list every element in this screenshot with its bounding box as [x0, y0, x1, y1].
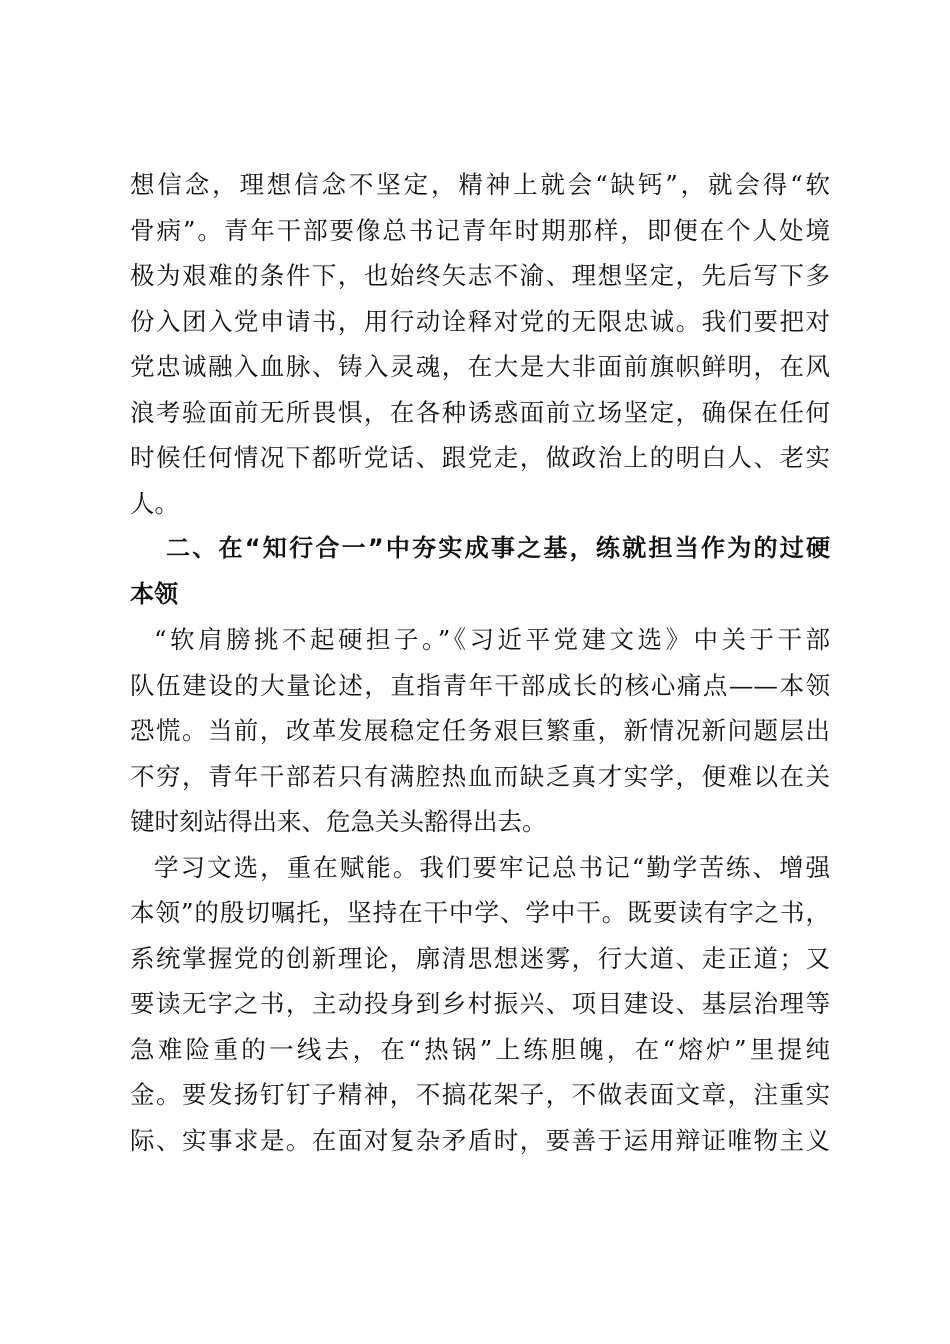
paragraph-2-line: 恐慌。当前，改革发展稳定任务艰巨繁重，新情况新问题层出	[130, 716, 830, 745]
document-body	[130, 162, 830, 1163]
paragraph-1-line: 份入团入党申请书，用行动诠释对党的无限忠诚。我们要把对	[130, 306, 830, 336]
paragraph-1-line: 党忠诚融入血脉、铸入灵魂，在大是大非面前旗帜鲜明，在风	[130, 352, 830, 381]
paragraph-2-line: 队伍建设的大量论述，直指青年干部成长的核心痛点——本领	[130, 670, 830, 700]
paragraph-3-line: 际、实事求是。在面对复杂矛盾时，要善于运用辩证唯物主义	[130, 1125, 830, 1155]
paragraph-2-line: 不穷，青年干部若只有满腔热血而缺乏真才实学，便难以在关	[130, 761, 830, 791]
paragraph-1-line: 极为艰难的条件下，也始终矢志不渝、理想坚定，先后写下多	[130, 261, 830, 290]
paragraph-1-line: 想信念，理想信念不坚定，精神上就会“缺钙”，就会得“软	[130, 170, 830, 199]
paragraph-3-line: 学习文选，重在赋能。我们要牢记总书记“勤学苦练、增强	[154, 852, 830, 882]
paragraph-3-line: 急难险重的一线去，在“热锅”上练胆魄，在“熔炉”里提纯	[130, 1034, 830, 1064]
paragraph-1-line: 浪考验面前无所畏惧，在各种诱惑面前立场坚定，确保在任何	[130, 397, 830, 427]
section-heading-line: 本领	[130, 579, 178, 608]
paragraph-3-line: 要读无字之书，主动投身到乡村振兴、项目建设、基层治理等	[130, 989, 830, 1018]
paragraph-2-line: “软肩膀挑不起硬担子。”《习近平党建文选》中关于干部	[154, 625, 830, 654]
paragraph-1-line: 骨病”。青年干部要像总书记青年时期那样，即便在个人处境	[130, 215, 830, 245]
paragraph-1-line: 人。	[130, 488, 179, 518]
paragraph-3-line: 系统掌握党的创新理论，廓清思想迷雾，行大道、走正道；又	[130, 943, 830, 973]
paragraph-3-line: 金。要发扬钉钉子精神，不搞花架子，不做表面文章，注重实	[130, 1080, 830, 1109]
paragraph-1-line: 时候任何情况下都听党话、跟党走，做政治上的明白人、老实	[130, 443, 830, 472]
paragraph-2-line: 键时刻站得出来、危急关头豁得出去。	[130, 807, 547, 836]
paragraph-3-line: 本领”的殷切嘱托，坚持在干中学、学中干。既要读有字之书，	[130, 898, 830, 927]
section-heading-line: 二、在“知行合一”中夯实成事之基，练就担当作为的过硬	[166, 534, 830, 562]
